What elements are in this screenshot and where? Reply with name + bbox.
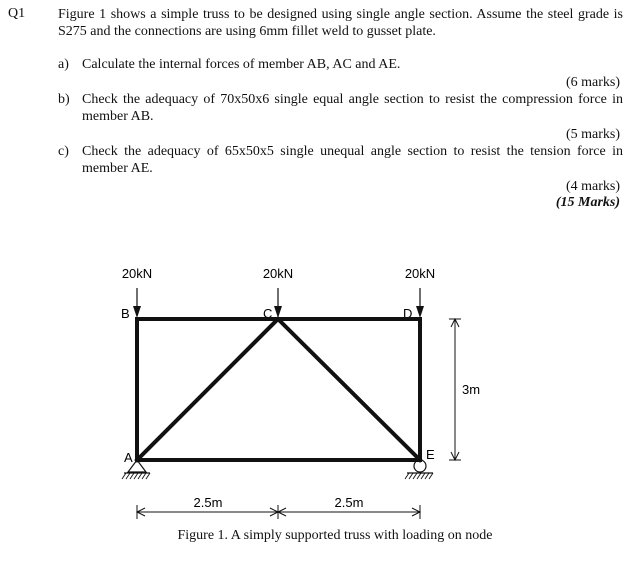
member-ce [278,319,420,460]
question-number: Q1 [8,6,26,21]
part-b-label: b) [58,92,70,107]
node-label-c: C [263,306,273,321]
part-c-label: c) [58,144,69,159]
member-ac [137,319,278,460]
load-arrow-c [274,288,282,318]
figure-caption: Figure 1. A simply supported truss with loading on node [177,528,493,543]
roller-support-e [405,460,433,479]
load-arrow-d [416,288,424,318]
part-c-marks: (4 marks) [565,179,620,194]
total-marks: (15 Marks) [555,195,620,210]
height-dimension-label: 3m [462,382,481,397]
span-dimension-label-1: 2.5m [193,495,223,510]
node-label-d: D [403,306,413,321]
span-dimension [137,505,420,519]
node-label-e: E [426,447,435,462]
truss-members [137,319,420,460]
load-arrow-b [133,288,141,318]
load-label-c: 20kN [262,266,294,281]
height-dimension [449,319,461,460]
span-dimension-label-2: 2.5m [334,495,364,510]
part-b-marks: (5 marks) [565,127,620,142]
node-label-b: B [121,306,130,321]
part-b-text: Check the adequacy of 70x50x6 single equal angle section to resist the compression force in member AB. [82,92,623,124]
load-label-d: 20kN [404,266,436,281]
node-label-a: A [124,450,133,465]
load-label-b: 20kN [121,266,153,281]
question-intro: Figure 1 shows a simple truss to be designed using single angle section. Assume the steel grade is S275 and the connections are using 6mm fillet weld to gusset plate. [58,7,623,39]
part-a-marks: (6 marks) [565,75,620,90]
part-c-text: Check the adequacy of 65x50x5 single unequal angle section to resist the tension force in member AE. [82,144,623,176]
part-a-text: Calculate the internal forces of member AB, AC and AE. [82,57,401,72]
part-a-label: a) [58,57,69,72]
